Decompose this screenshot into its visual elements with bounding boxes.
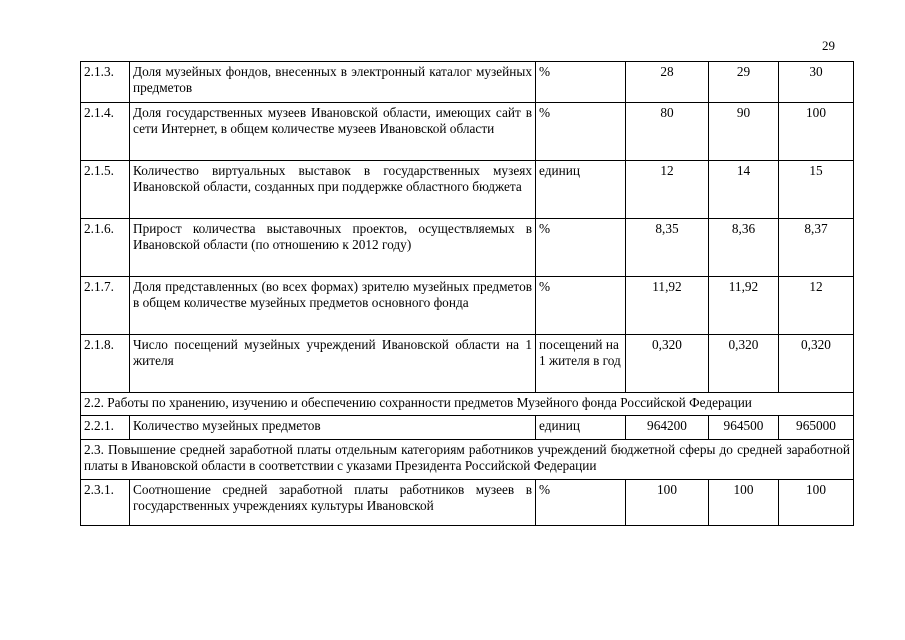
row-number: 2.1.7. — [81, 277, 130, 335]
indicator-name: Доля представленных (во всех формах) зрителю музейных предметов в общем количестве музейных предметов основного фонда — [130, 277, 536, 335]
indicator-name: Соотношение средней заработной платы работников музеев в государственных учреждениях культуры Ивановской — [130, 480, 536, 526]
unit-cell: единиц — [536, 161, 626, 219]
table-row — [81, 103, 854, 161]
unit-cell: единиц — [536, 416, 626, 440]
value-cell: 12 — [626, 161, 709, 219]
value-cell: 15 — [779, 161, 854, 219]
value-cell: 100 — [626, 480, 709, 526]
unit-cell: % — [536, 62, 626, 103]
page-bottom-margin — [0, 576, 905, 640]
value-cell: 964500 — [709, 416, 779, 440]
indicator-name: Количество виртуальных выставок в государственных музеях Ивановской области, созданных при поддержке областного бюджета — [130, 161, 536, 219]
unit-cell: % — [536, 277, 626, 335]
row-number: 2.1.8. — [81, 335, 130, 393]
table-row — [81, 416, 854, 440]
value-cell: 8,35 — [626, 219, 709, 277]
table-row — [81, 335, 854, 393]
value-cell: 965000 — [779, 416, 854, 440]
indicators-table — [80, 61, 854, 526]
table-row — [81, 480, 854, 526]
row-number: 2.1.6. — [81, 219, 130, 277]
value-cell: 964200 — [626, 416, 709, 440]
value-cell: 8,36 — [709, 219, 779, 277]
unit-cell: % — [536, 480, 626, 526]
indicator-name: Доля государственных музеев Ивановской области, имеющих сайт в сети Интернет, в общем количестве музеев Ивановской области — [130, 103, 536, 161]
row-number: 2.2.1. — [81, 416, 130, 440]
value-cell: 14 — [709, 161, 779, 219]
section-row — [81, 440, 854, 480]
value-cell: 80 — [626, 103, 709, 161]
section-row — [81, 393, 854, 416]
value-cell: 100 — [779, 480, 854, 526]
indicator-name: Прирост количества выставочных проектов, осуществляемых в Ивановской области (по отношению к 2012 году) — [130, 219, 536, 277]
value-cell: 12 — [779, 277, 854, 335]
unit-cell: % — [536, 103, 626, 161]
section-heading: 2.3. Повышение средней заработной платы отдельным категориям работников учреждений бюджетной сферы до средней заработной платы в Ивановской области в соответствии с указами Президента Российской Федерации — [81, 440, 854, 480]
page-number: 29 — [822, 38, 835, 53]
value-cell: 0,320 — [779, 335, 854, 393]
row-number: 2.1.4. — [81, 103, 130, 161]
value-cell: 30 — [779, 62, 854, 103]
row-number: 2.3.1. — [81, 480, 130, 526]
row-number: 2.1.3. — [81, 62, 130, 103]
unit-cell: % — [536, 219, 626, 277]
value-cell: 100 — [709, 480, 779, 526]
value-cell: 8,37 — [779, 219, 854, 277]
value-cell: 28 — [626, 62, 709, 103]
table-row — [81, 62, 854, 103]
value-cell: 0,320 — [626, 335, 709, 393]
indicator-name: Число посещений музейных учреждений Ивановской области на 1 жителя — [130, 335, 536, 393]
value-cell: 11,92 — [626, 277, 709, 335]
value-cell: 90 — [709, 103, 779, 161]
section-heading: 2.2. Работы по хранению, изучению и обеспечению сохранности предметов Музейного фонда Российской Федерации — [81, 393, 854, 416]
value-cell: 29 — [709, 62, 779, 103]
value-cell: 100 — [779, 103, 854, 161]
value-cell: 0,320 — [709, 335, 779, 393]
table-row — [81, 161, 854, 219]
row-number: 2.1.5. — [81, 161, 130, 219]
unit-cell: посещений на 1 жителя в год — [536, 335, 626, 393]
table-row — [81, 219, 854, 277]
indicator-name: Доля музейных фондов, внесенных в электронный каталог музейных предметов — [130, 62, 536, 103]
table-row — [81, 277, 854, 335]
value-cell: 11,92 — [709, 277, 779, 335]
indicator-name: Количество музейных предметов — [130, 416, 536, 440]
